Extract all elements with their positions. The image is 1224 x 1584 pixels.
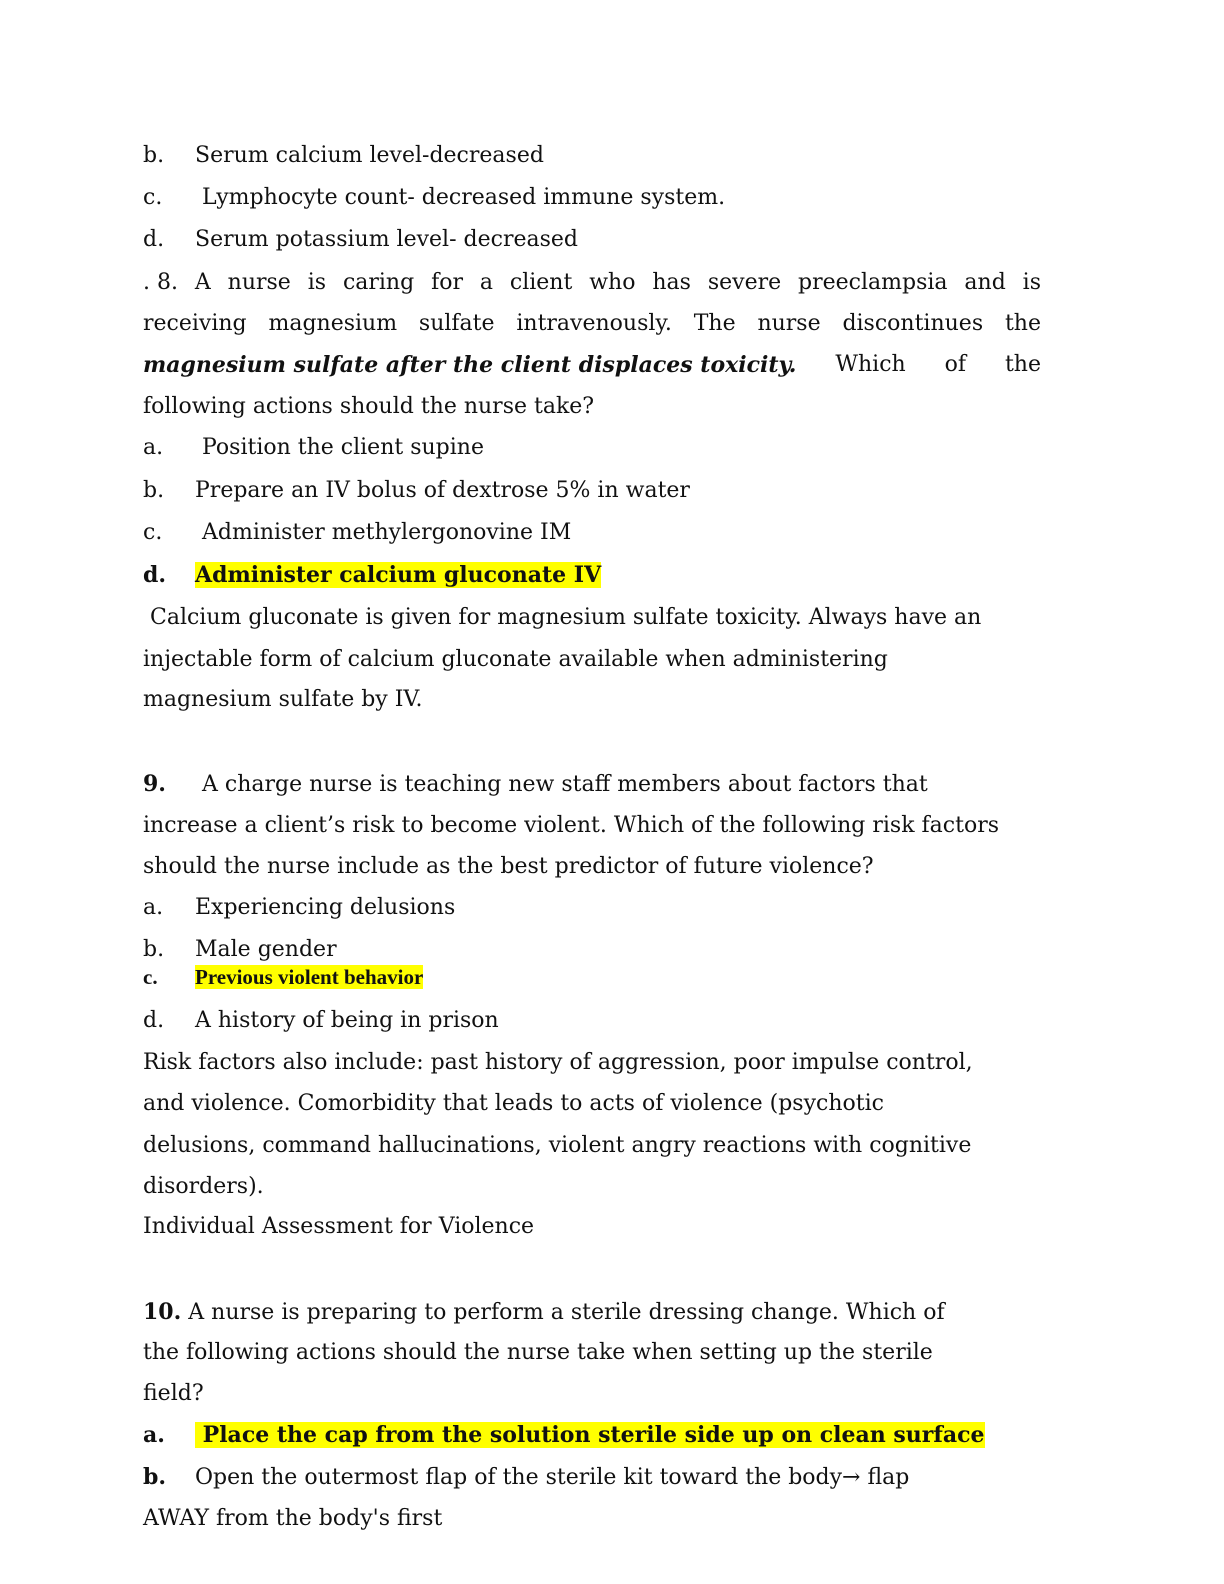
option-letter: a. bbox=[143, 895, 164, 920]
q8-rationale-line-2: injectable form of calcium gluconate available when administering bbox=[143, 647, 888, 672]
q8-stem-line-3 bbox=[143, 350, 1041, 380]
q9-option-c-correct bbox=[143, 963, 423, 991]
option-letter: b. bbox=[143, 478, 165, 503]
option-letter: c. bbox=[143, 965, 158, 989]
word: A bbox=[194, 270, 211, 295]
option-text: A history of being in prison bbox=[195, 1008, 499, 1033]
option-text: Male gender bbox=[195, 937, 337, 962]
word: a bbox=[479, 270, 493, 295]
q9-stem-line-2: increase a client’s risk to become violent. Which of the following risk factors bbox=[143, 813, 1000, 838]
q8-rationale-line-1: Calcium gluconate is given for magnesium sulfate toxicity. Always have an bbox=[143, 605, 982, 630]
word: nurse bbox=[227, 270, 291, 295]
option-letter: d. bbox=[143, 227, 165, 252]
option-text: Serum calcium level-decreased bbox=[195, 143, 544, 168]
q9-rationale-line-2: and violence. Comorbidity that leads to acts of violence (psychotic bbox=[143, 1091, 884, 1116]
word: for bbox=[431, 270, 463, 295]
q10-stem-line-1 bbox=[143, 1297, 945, 1328]
option-letter: a. bbox=[143, 435, 164, 460]
emphasis-text: magnesium sulfate after the client displaces toxicity. bbox=[143, 352, 797, 378]
word: caring bbox=[342, 270, 415, 295]
q8-stem-line-1 bbox=[143, 268, 1041, 298]
q8-option-a bbox=[143, 433, 484, 463]
word: sulfate bbox=[418, 311, 495, 336]
word: preeclampsia bbox=[798, 270, 948, 295]
option-letter: d. bbox=[143, 562, 167, 588]
option-letter: a. bbox=[143, 1422, 165, 1448]
q9-stem-line-3: should the nurse include as the best predictor of future violence? bbox=[143, 854, 874, 879]
word: discontinues bbox=[842, 311, 984, 336]
question-number: 9. bbox=[143, 771, 166, 797]
option-text: Experiencing delusions bbox=[195, 895, 456, 920]
q8-stem-line-4: following actions should the nurse take? bbox=[143, 394, 595, 419]
word: the bbox=[1004, 352, 1041, 377]
q7-option-b bbox=[143, 141, 544, 171]
question-number: 10. bbox=[143, 1299, 182, 1325]
q9-stem-line-1 bbox=[143, 769, 928, 800]
option-letter: d. bbox=[143, 1008, 165, 1033]
word: has bbox=[652, 270, 691, 295]
option-text: Administer methylergonovine IM bbox=[195, 520, 572, 545]
word: is bbox=[307, 270, 327, 295]
q7-option-c bbox=[143, 183, 725, 213]
word: the bbox=[1004, 311, 1041, 336]
option-letter: c. bbox=[143, 520, 163, 545]
stem-text: A charge nurse is teaching new staff members about factors that bbox=[195, 772, 928, 797]
q10-option-b bbox=[143, 1462, 909, 1493]
q10-option-a-correct bbox=[143, 1420, 985, 1450]
q9-footer: Individual Assessment for Violence bbox=[143, 1214, 535, 1239]
highlighted-answer: Place the cap from the solution sterile side up on clean surface bbox=[195, 1422, 985, 1448]
word: magnesium bbox=[268, 311, 398, 336]
option-letter: b. bbox=[143, 937, 165, 962]
q7-option-d bbox=[143, 225, 578, 255]
word: The bbox=[693, 311, 736, 336]
q9-option-a bbox=[143, 893, 455, 923]
word: . 8. bbox=[143, 270, 178, 295]
q8-stem-line-2 bbox=[143, 309, 1041, 339]
word: Which bbox=[835, 352, 906, 377]
q10-option-b-continued: AWAY from the body's first bbox=[143, 1506, 443, 1531]
q8-option-d-correct bbox=[143, 560, 601, 590]
highlighted-answer: Previous violent behavior bbox=[195, 965, 424, 989]
word: nurse bbox=[757, 311, 821, 336]
q10-stem-line-2: the following actions should the nurse take when setting up the sterile bbox=[143, 1340, 933, 1365]
q10-stem-line-3: field? bbox=[143, 1381, 204, 1406]
option-text: Lymphocyte count- decreased immune system. bbox=[195, 185, 726, 210]
word: who bbox=[589, 270, 636, 295]
highlighted-answer: Administer calcium gluconate IV bbox=[195, 562, 602, 588]
q9-option-b bbox=[143, 935, 337, 965]
option-letter: b. bbox=[143, 1464, 167, 1490]
option-text: Serum potassium level- decreased bbox=[195, 227, 578, 252]
word: client bbox=[509, 270, 573, 295]
option-text: Open the outermost flap of the sterile kit toward the body→ flap bbox=[195, 1465, 910, 1490]
q9-rationale-line-3: delusions, command hallucinations, violent angry reactions with cognitive bbox=[143, 1133, 972, 1158]
q9-option-d bbox=[143, 1006, 499, 1036]
word: severe bbox=[707, 270, 782, 295]
word: receiving bbox=[143, 311, 247, 336]
option-letter: b. bbox=[143, 143, 165, 168]
word: of bbox=[944, 352, 967, 377]
option-letter: c. bbox=[143, 185, 163, 210]
q8-option-b bbox=[143, 476, 690, 506]
word: and bbox=[964, 270, 1006, 295]
option-text: Position the client supine bbox=[195, 435, 484, 460]
q9-rationale-line-4: disorders). bbox=[143, 1174, 264, 1199]
q8-rationale-line-3: magnesium sulfate by IV. bbox=[143, 687, 423, 712]
stem-text: A nurse is preparing to perform a sterile dressing change. Which of bbox=[181, 1300, 945, 1325]
option-text: Prepare an IV bolus of dextrose 5% in water bbox=[195, 478, 690, 503]
word: is bbox=[1022, 270, 1041, 295]
q9-rationale-line-1: Risk factors also include: past history of aggression, poor impulse control, bbox=[143, 1050, 973, 1075]
word: intravenously. bbox=[516, 311, 672, 336]
q8-option-c bbox=[143, 518, 571, 548]
